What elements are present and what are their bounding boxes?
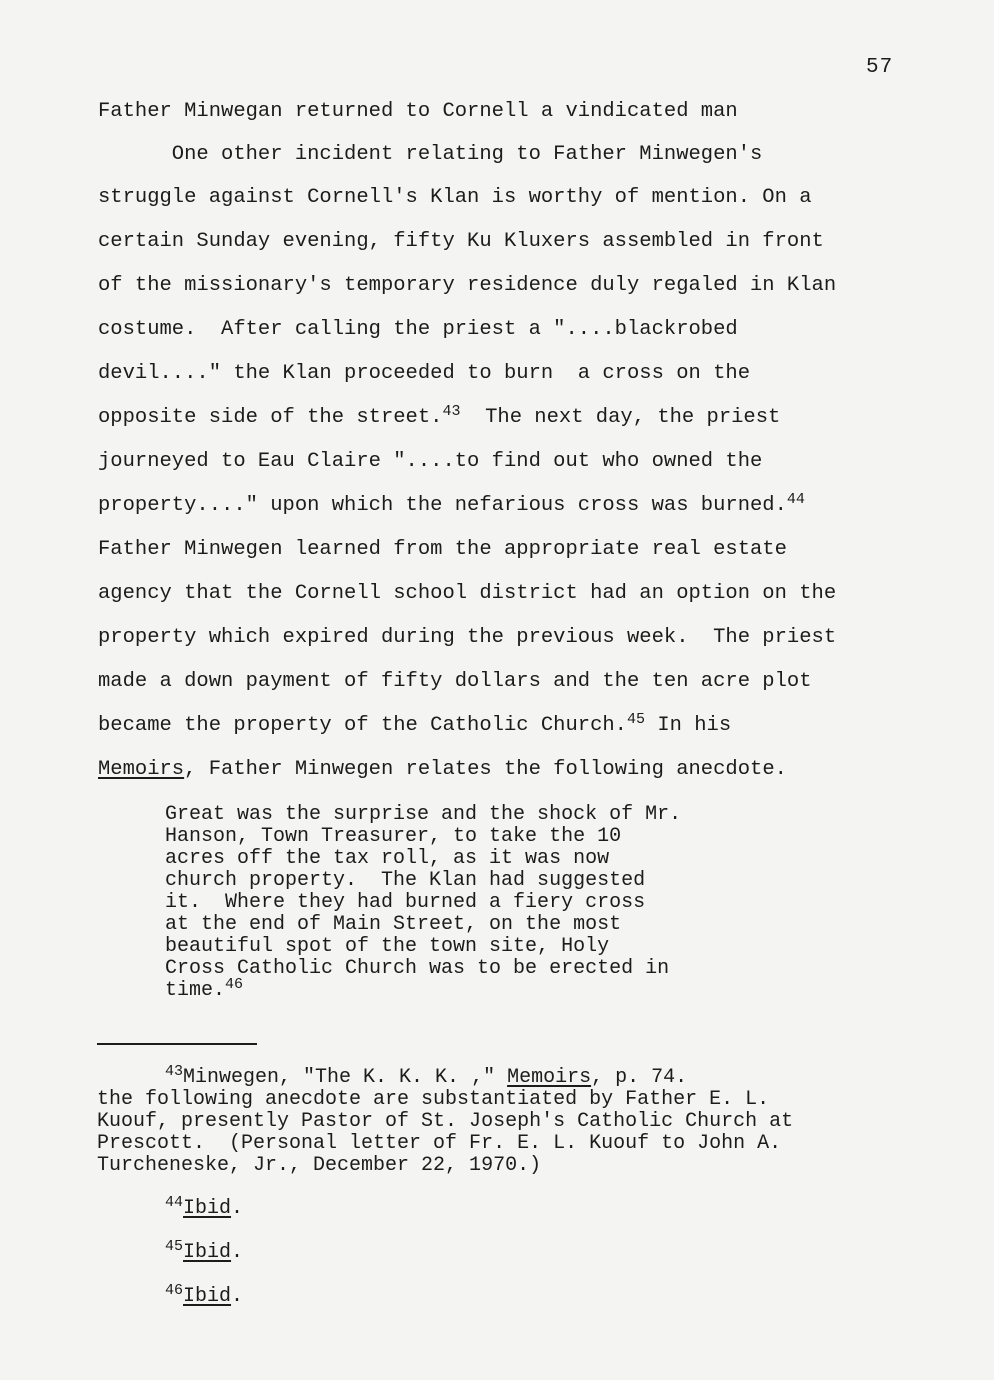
block-quote-line: Hanson, Town Treasurer, to take the 10 [165, 825, 622, 848]
body-line: costume. After calling the priest a "....blackrobed [98, 318, 738, 341]
block-quote-line: at the end of Main Street, on the most [165, 913, 622, 936]
footnote-ref-44: 44 [786, 491, 805, 508]
footnote-ref-43: 43 [442, 403, 461, 420]
body-line: journeyed to Eau Claire "....to find out who owned the [98, 450, 763, 473]
body-text: opposite side of the street. [98, 406, 443, 429]
footnote-line: Turcheneske, Jr., December 22, 1970.) [97, 1154, 542, 1177]
footnote-ref-45: 45 [627, 711, 646, 728]
body-text: , Father Minwegen relates the following anecdote. [184, 758, 787, 781]
block-quote-line: Cross Catholic Church was to be erected in [165, 957, 670, 980]
footnote-marker: 44 [165, 1194, 184, 1211]
ibid: Ibid [183, 1197, 232, 1220]
block-quote-line [165, 976, 244, 1002]
memoirs-title: Memoirs [98, 758, 185, 781]
body-line [98, 711, 732, 738]
body-line: property which expired during the previous week. The priest [98, 626, 837, 649]
body-line: of the missionary's temporary residence duly regaled in Klan [98, 274, 837, 297]
block-quote-line: beautiful spot of the town site, Holy [165, 935, 610, 958]
body-line: devil...." the Klan proceeded to burn a cross on the [98, 362, 751, 385]
footnote-43 [165, 1063, 688, 1089]
footnote-period: . [231, 1197, 244, 1220]
footnote-line: the following anecdote are substantiated by Father E. L. [97, 1088, 770, 1111]
block-quote-line: Great was the surprise and the shock of Mr. [165, 803, 682, 826]
footnote-period: . [231, 1285, 244, 1308]
body-line: struggle against Cornell's Klan is worthy of mention. On a [98, 186, 812, 209]
body-line: made a down payment of fifty dollars and the ten acre plot [98, 670, 812, 693]
footnote-44 [165, 1194, 244, 1220]
block-quote-line: church property. The Klan had suggested [165, 869, 646, 892]
body-line: agency that the Cornell school district had an option on the [98, 582, 837, 605]
body-text: became the property of the Catholic Church. [98, 714, 627, 737]
footnote-text: Minwegen, "The K. K. K. ," [183, 1066, 508, 1089]
footnote-45 [165, 1238, 244, 1264]
quote-text: time. [165, 979, 226, 1002]
body-line: One other incident relating to Father Minwegen's [98, 143, 763, 166]
footnote-marker: 45 [165, 1238, 184, 1255]
block-quote-line: acres off the tax roll, as it was now [165, 847, 610, 870]
body-text: The next day, the priest [460, 406, 781, 429]
body-line: Father Minwegan returned to Cornell a vindicated man [98, 100, 738, 123]
ibid: Ibid [183, 1285, 232, 1308]
footnote-title: Memoirs [507, 1066, 592, 1089]
footnote-line: Prescott. (Personal letter of Fr. E. L. Kuouf to John A. [97, 1132, 782, 1155]
block-quote-line: it. Where they had burned a fiery cross [165, 891, 646, 914]
footnote-ref-46: 46 [225, 976, 244, 993]
body-text: property...." upon which the nefarious cross was burned. [98, 494, 787, 517]
body-line [98, 758, 787, 782]
footnote-marker: 46 [165, 1282, 184, 1299]
body-line [98, 403, 781, 430]
footnote-text: , p. 74. [591, 1066, 688, 1089]
body-line: Father Minwegen learned from the appropriate real estate [98, 538, 787, 561]
body-text: In his [645, 714, 732, 737]
footnote-divider [97, 1043, 257, 1045]
body-line [98, 491, 805, 518]
footnote-46 [165, 1282, 244, 1308]
footnote-marker: 43 [165, 1063, 184, 1080]
page-number: 57 [866, 56, 894, 79]
footnote-line: Kuouf, presently Pastor of St. Joseph's Catholic Church at [97, 1110, 794, 1133]
body-line: certain Sunday evening, fifty Ku Kluxers assembled in front [98, 230, 824, 253]
footnote-period: . [231, 1241, 244, 1264]
ibid: Ibid [183, 1241, 232, 1264]
